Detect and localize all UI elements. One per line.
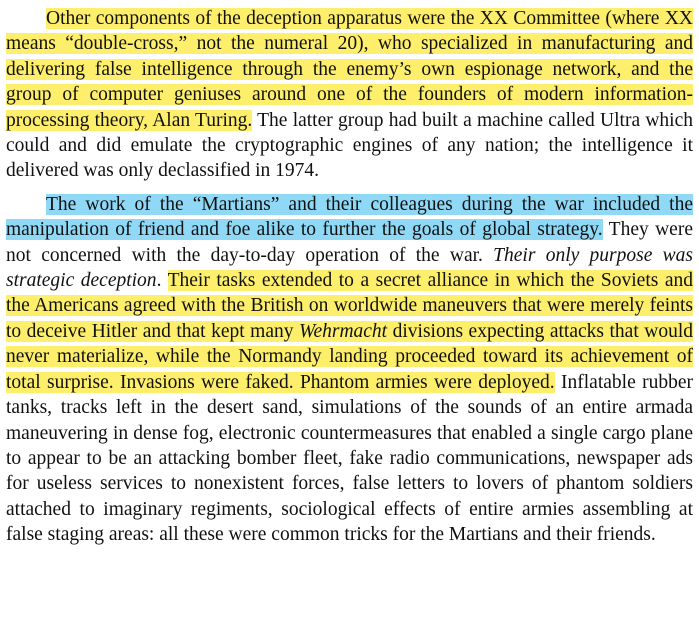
body-text: . — [156, 270, 168, 292]
highlighted-text-part: Their tasks extended to a secret alliance in which the Soviets and the Americans agreed with the British on worldwide maneuvers that were merely feints to deceive Hitler and that kept many — [6, 270, 694, 342]
italic-text: Wehrmacht — [299, 320, 388, 342]
body-text: Inflatable rubber tanks, tracks left in the desert sand, simulations of the sounds of an entire armada maneuvering in dense fog, electronic countermeasures that enabled a single cargo plane to appear to be an attacking bomber fleet, fake radio communications, newspaper ads for useless services to nonexistent forces, false letters to lovers of phantom soldiers attached to imaginary regiments, sociological effects of entire armies assembling at false staging areas: all these were common tricks for the Martians and their friends. — [6, 371, 693, 546]
highlighted-text: The work of the “Martians” and their colleagues during the war included the manipulation of friend and foe alike to further the goals of global strategy. — [6, 193, 693, 241]
paragraph-2 — [6, 192, 693, 548]
body-text: The latter group had built a machine called Ultra which could and did emulate the cryptographic engines of any nation; the intelligence it delivered was only declassified in 1974. — [6, 109, 693, 182]
highlighted-text: Other components of the deception apparatus were the XX Committee (where XX means “double-cross,” not the numeral 20), who specialized in manufacturing and delivering false intelligence through the enemy’s own espionage network, and the group of computer geniuses around one of the founders of modern information-processing theory, Alan Turing. — [6, 8, 693, 131]
highlighted-text-part: divisions expecting attacks that would never materialize, while the Normandy landing proceeded toward its achievement of total surprise. Invasions were faked. Phantom armies were deployed. — [6, 320, 693, 393]
italic-text: Their only purpose was strategic deception — [6, 244, 693, 292]
body-text: They were not concerned with the day-to-day operation of the war. — [6, 219, 693, 266]
paragraph-1 — [6, 6, 693, 184]
